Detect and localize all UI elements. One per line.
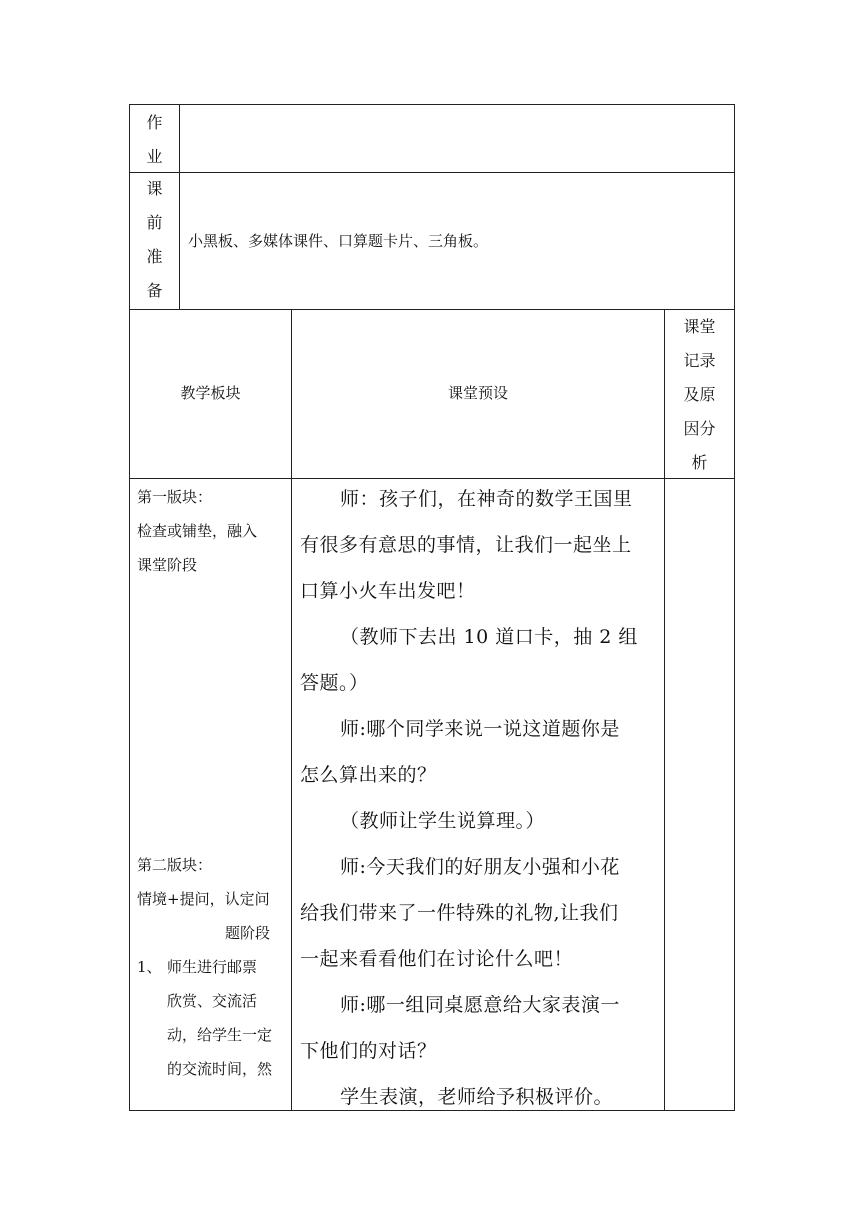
plan-line: 给我们带来了一件特殊的礼物,让我们 xyxy=(300,902,619,924)
plan-line: 师：孩子们，在神奇的数学王国里 xyxy=(340,488,633,510)
block2-desc: 题阶段 xyxy=(225,924,271,942)
plan-line: （教师下去出 10 道口卡，抽 2 组 xyxy=(340,626,638,648)
plan-line: 下他们的对话？ xyxy=(300,1040,437,1062)
header-teaching-section: 教学板块 xyxy=(180,384,241,402)
col-divider-1 xyxy=(291,309,292,1111)
label-col-divider xyxy=(179,104,180,310)
section-column xyxy=(137,480,289,582)
plan-line: 答题。） xyxy=(300,672,369,694)
header-record-line: 析 xyxy=(691,453,708,472)
plan-line: 怎么算出来的？ xyxy=(300,764,437,786)
class-plan-column xyxy=(300,476,662,1120)
homework-label-char: 业 xyxy=(146,147,163,166)
block1-title: 第一版块： xyxy=(137,488,213,506)
prep-label-char: 前 xyxy=(146,213,163,232)
item1-line: 欣赏、交流活 xyxy=(167,992,258,1010)
block1-desc: 课堂阶段 xyxy=(137,556,198,574)
header-class-plan: 课堂预设 xyxy=(447,384,508,402)
item1-line xyxy=(137,950,289,984)
plan-line: 师:哪一组同桌愿意给大家表演一 xyxy=(340,994,620,1016)
row-divider-1 xyxy=(129,172,735,173)
header-record-line: 及原 xyxy=(683,385,716,404)
homework-label xyxy=(130,106,179,174)
plan-line: （教师让学生说算理。） xyxy=(340,810,546,832)
plan-line: 口算小火车出发吧！ xyxy=(300,580,476,602)
block2-desc: 情境+提问，认定问 xyxy=(137,890,270,908)
class-record-column xyxy=(665,479,734,1110)
table-border-top xyxy=(129,104,735,105)
item1-line: 的交流时间，然 xyxy=(167,1060,273,1078)
table-border-right xyxy=(734,104,735,1111)
plan-line: 师:哪个同学来说一说这道题你是 xyxy=(340,718,620,740)
homework-label-char: 作 xyxy=(146,113,163,132)
header-record-line: 记录 xyxy=(683,351,716,370)
row-divider-2 xyxy=(129,309,735,310)
header-record-line: 课堂 xyxy=(683,317,716,336)
plan-line: 师:今天我们的好朋友小强和小花 xyxy=(340,856,620,878)
header-class-record xyxy=(665,310,734,480)
plan-line: 有很多有意思的事情，让我们一起坐上 xyxy=(300,534,632,556)
prep-content: 小黑板、多媒体课件、口算题卡片、三角板。 xyxy=(188,232,489,250)
item1-line: 动，给学生一定 xyxy=(167,1026,273,1044)
plan-line: 一起来看看他们在讨论什么吧！ xyxy=(300,948,574,970)
plan-line: 学生表演，老师给予积极评价。 xyxy=(340,1086,614,1108)
header-record-line: 因分 xyxy=(683,419,716,438)
prep-label-char: 备 xyxy=(146,281,163,300)
prep-label-char: 课 xyxy=(146,179,163,198)
prep-label-char: 准 xyxy=(146,247,163,266)
prep-label xyxy=(130,172,179,308)
section-column-2 xyxy=(137,848,289,1086)
item1-number: 1、 xyxy=(137,958,162,976)
block2-title: 第二版块： xyxy=(137,856,213,874)
item1-text: 师生进行邮票 xyxy=(167,958,258,976)
block1-desc: 检查或铺垫，融入 xyxy=(137,522,258,540)
